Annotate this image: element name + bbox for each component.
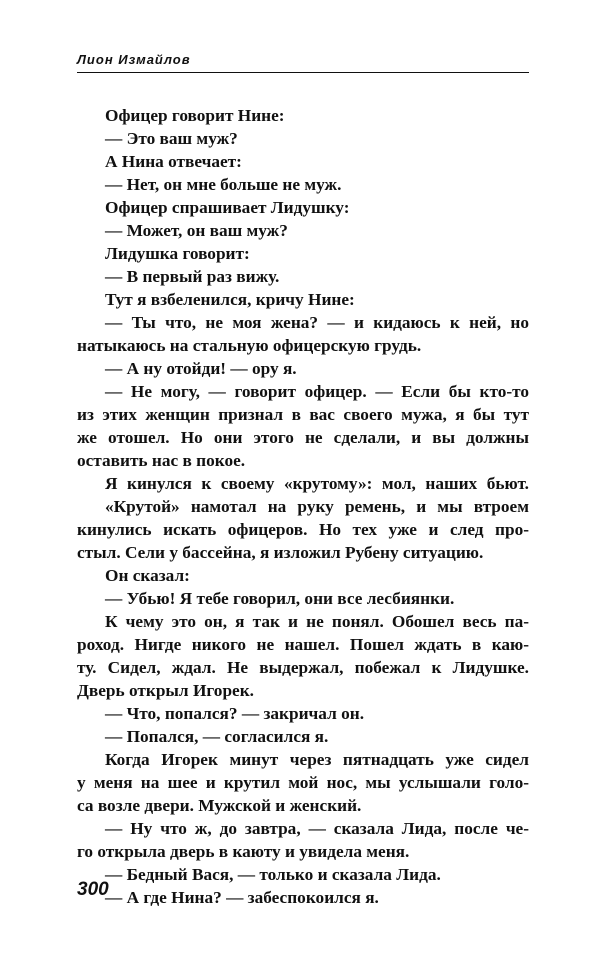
text-line: — Ты что, не моя жена? — и кидаюсь к ней, но bbox=[105, 313, 529, 332]
text-line: же отошел. Но они этого не сделали, и вы должны bbox=[77, 428, 529, 447]
text-line: са возле двери. Мужской и женский. bbox=[77, 796, 362, 815]
text-line: оставить нас в покое. bbox=[77, 451, 246, 470]
text-line: — Это ваш муж? bbox=[105, 129, 238, 148]
text-line: Тут я взбеленился, кричу Нине: bbox=[105, 290, 355, 309]
text-line: «Крутой» намотал на руку ремень, и мы втроем bbox=[105, 497, 529, 516]
text-line: — Не могу, — говорит офицер. — Если бы кто-то bbox=[105, 382, 529, 401]
text-line: Когда Игорек минут через пятнадцать уже сидел bbox=[105, 750, 529, 769]
text-line: кинулись искать офицеров. Но тех уже и след про- bbox=[77, 520, 529, 539]
text-line: ту. Сидел, ждал. Не выдержал, побежал к Лидушке. bbox=[77, 658, 529, 677]
text-line: А Нина отвечает: bbox=[105, 152, 242, 171]
running-title: Лион Измайлов bbox=[77, 52, 191, 67]
text-line: Лидушка говорит: bbox=[105, 244, 250, 263]
text-line: — Попался, — согласился я. bbox=[105, 727, 329, 746]
text-line: Офицер говорит Нине: bbox=[105, 106, 285, 125]
text-line: стыл. Сели у бассейна, я изложил Рубену ситуацию. bbox=[77, 543, 484, 562]
text-line: из этих женщин признал в вас своего мужа, я бы тут bbox=[77, 405, 529, 424]
page-number: 300 bbox=[77, 879, 109, 900]
text-line: Офицер спрашивает Лидушку: bbox=[105, 198, 350, 217]
text-line: — Что, попался? — закричал он. bbox=[105, 704, 365, 723]
text-line: — А ну отойди! — ору я. bbox=[105, 359, 297, 378]
text-line: К чему это он, я так и не понял. Обошел весь па- bbox=[105, 612, 529, 631]
text-line: — Может, он ваш муж? bbox=[105, 221, 288, 240]
text-line: го открыла дверь в каюту и увидела меня. bbox=[77, 842, 410, 861]
text-line: у меня на шее и крутил мой нос, мы услышали голо- bbox=[77, 773, 529, 792]
running-header bbox=[77, 50, 529, 73]
text-line: — Убью! Я тебе говорил, они все лесбиянки. bbox=[105, 589, 455, 608]
text-line: натыкаюсь на стальную офицерскую грудь. bbox=[77, 336, 422, 355]
text-line: — В первый раз вижу. bbox=[105, 267, 280, 286]
text-line: роход. Нигде никого не нашел. Пошел ждать в каю- bbox=[77, 635, 529, 654]
text-line: — Нет, он мне больше не муж. bbox=[105, 175, 342, 194]
text-line: Он сказал: bbox=[105, 566, 190, 585]
text-line: — Бедный Вася, — только и сказала Лида. bbox=[105, 865, 441, 884]
body-text bbox=[77, 104, 529, 909]
text-line: — А где Нина? — забеспокоился я. bbox=[105, 888, 379, 907]
text-line: Дверь открыл Игорек. bbox=[77, 681, 254, 700]
text-line: — Ну что ж, до завтра, — сказала Лида, после че- bbox=[105, 819, 529, 838]
text-line: Я кинулся к своему «крутому»: мол, наших бьют. bbox=[105, 474, 529, 493]
